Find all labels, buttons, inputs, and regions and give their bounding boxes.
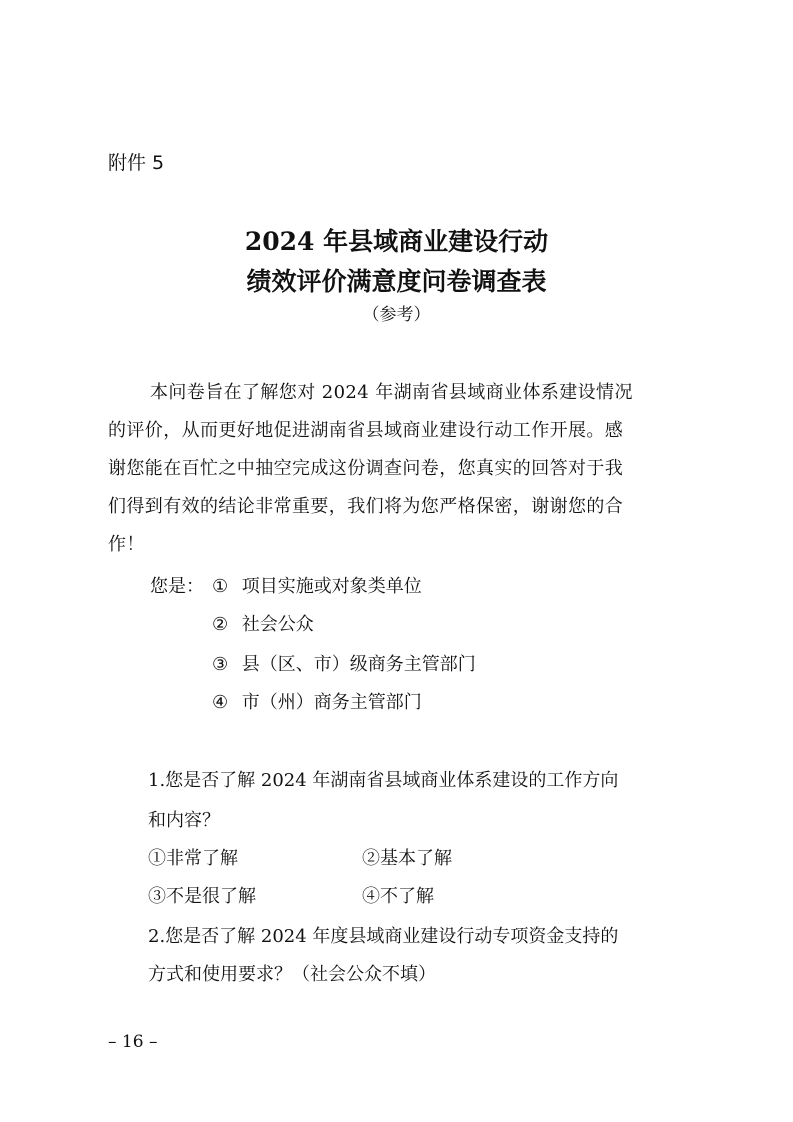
question-2-line-2: 方式和使用要求？（社会公众不填） bbox=[148, 964, 436, 985]
attachment-label: 附件 5 bbox=[108, 152, 165, 174]
intro-line-3: 谢您能在百忙之中抽空完成这份调查问卷，您真实的回答对于我 bbox=[108, 458, 624, 479]
option-text: 县（区、市）级商务主管部门 bbox=[241, 654, 476, 675]
intro-line-4: 们得到有效的结论非常重要，我们将为您严格保密，谢谢您的合 bbox=[108, 496, 624, 517]
question-1-answer-1: ①非常了解 bbox=[148, 848, 238, 869]
option-mark: ① bbox=[212, 576, 229, 597]
document-title-line-1: 2024 年县域商业建设行动 bbox=[244, 227, 549, 256]
option-text: 项目实施或对象类单位 bbox=[241, 576, 422, 597]
respondent-option-4 bbox=[212, 688, 422, 714]
page-number: – 16 – bbox=[108, 1032, 158, 1052]
document-title-line-2: 绩效评价满意度问卷调查表 bbox=[246, 267, 547, 296]
option-mark: ② bbox=[212, 614, 229, 635]
question-1-answer-3: ③不是很了解 bbox=[148, 886, 256, 907]
question-1-line-1: 1.您是否了解 2024 年湖南省县域商业体系建设的工作方向 bbox=[148, 770, 619, 791]
question-2-line-1: 2.您是否了解 2024 年度县域商业建设行动专项资金支持的 bbox=[148, 926, 619, 947]
respondent-option-3 bbox=[212, 650, 476, 676]
question-1-answer-4: ④不了解 bbox=[362, 886, 434, 907]
respondent-option-1 bbox=[212, 572, 422, 598]
intro-line-2: 的评价，从而更好地促进湖南省县域商业建设行动工作开展。感 bbox=[108, 420, 624, 441]
respondent-label: 您是： bbox=[150, 576, 204, 597]
respondent-option-2 bbox=[212, 610, 314, 636]
option-text: 市（州）商务主管部门 bbox=[241, 692, 422, 713]
option-mark: ④ bbox=[212, 692, 229, 713]
option-text: 社会公众 bbox=[241, 614, 314, 635]
question-1-answer-2: ②基本了解 bbox=[362, 848, 452, 869]
intro-line-1: 本问卷旨在了解您对 2024 年湖南省县域商业体系建设情况 bbox=[150, 382, 633, 403]
intro-line-5: 作！ bbox=[108, 534, 145, 555]
document-subtitle: （参考） bbox=[362, 305, 431, 325]
question-1-line-2: 和内容？ bbox=[148, 810, 220, 831]
option-mark: ③ bbox=[212, 654, 229, 675]
